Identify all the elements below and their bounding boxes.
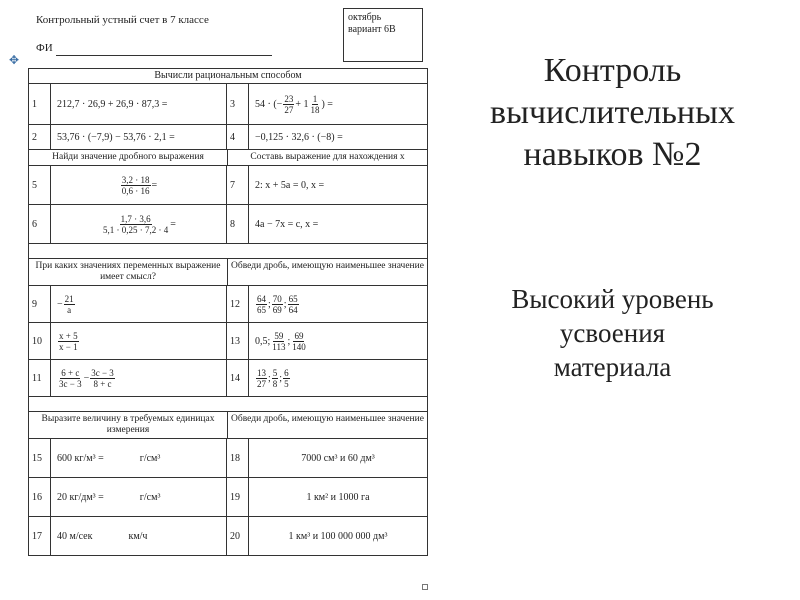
section-header: Обведи дробь, имеющую наименьшее значение <box>231 414 424 424</box>
fio-label: ФИ <box>36 42 53 54</box>
slide-title <box>440 50 785 176</box>
date-month: октябрь <box>348 12 382 23</box>
section-subheaders <box>29 412 427 439</box>
table-spacer <box>29 244 427 259</box>
table-row <box>29 478 427 517</box>
task-number: 9 <box>29 286 51 322</box>
fio-line <box>56 55 272 56</box>
task-expression: $\frac{6 + c}{3c - 3}$ − $\frac{3c - 3}{8 + c}$ <box>51 360 227 396</box>
slide-title-line: навыков №2 <box>523 136 702 173</box>
slide-subtitle-line: материала <box>553 352 672 382</box>
fraction: $\frac{23}{27}$ <box>284 93 294 115</box>
section-subheaders <box>29 259 427 286</box>
task-number: 5 <box>29 166 51 204</box>
section-units <box>29 412 427 556</box>
table-row <box>29 205 427 243</box>
section-header: Составь выражение для нахождения х <box>250 152 405 162</box>
task-number: 4 <box>227 125 249 149</box>
task-expression: 4a − 7x = c, x = <box>255 218 319 230</box>
task-number: 10 <box>29 323 51 359</box>
task-expression: 600 кг/м³ = г/см³ <box>51 439 227 477</box>
task-expression: 212,7 · 26,9 + 26,9 · 87,3 = <box>51 84 227 124</box>
section-rational <box>29 69 427 150</box>
task-number: 17 <box>29 517 51 555</box>
section-header: Найди значение дробного выражения <box>29 150 228 165</box>
task-number: 11 <box>29 360 51 396</box>
table-row <box>29 323 427 360</box>
slide-subtitle <box>440 282 785 384</box>
task-expression: $\frac{64}{65}$ ; $\frac{70}{69}$ ; $\frac{65}{64}$ <box>257 293 298 315</box>
task-expression: $\frac{1,7 \cdot 3,6}{5,1 \cdot 0,25 \cdot 7,2 \cdot 4}$ = <box>51 205 227 243</box>
task-number: 12 <box>227 286 249 322</box>
task-expression: − $\frac{21}{a}$ <box>51 286 227 322</box>
section-fractions <box>29 150 427 244</box>
task-number: 8 <box>227 205 249 243</box>
slide-title-line: вычислительных <box>490 94 735 131</box>
task-expression: 1 км³ и 100 000 000 дм³ <box>288 530 388 542</box>
task-number: 6 <box>29 205 51 243</box>
variant-label: вариант 6В <box>348 24 396 35</box>
task-number: 3 <box>227 84 249 124</box>
worksheet-title: Контрольный устный счет в 7 классе <box>36 14 209 26</box>
table-row <box>29 517 427 555</box>
table-move-icon[interactable]: ✥ <box>8 53 20 67</box>
task-number: 14 <box>227 360 249 396</box>
task-number: 15 <box>29 439 51 477</box>
date-box <box>343 8 423 62</box>
task-expression: 1 км² и 1000 га <box>306 491 370 503</box>
slide-title-line: Контроль <box>543 52 682 89</box>
task-number: 19 <box>227 478 249 516</box>
table-resize-handle[interactable] <box>422 584 428 590</box>
task-expression: 40 м/сек км/ч <box>51 517 227 555</box>
task-number: 16 <box>29 478 51 516</box>
task-expression: $\frac{3,2 \cdot 18}{0,6 \cdot 16}$ = <box>51 166 227 204</box>
task-number: 20 <box>227 517 249 555</box>
task-number: 18 <box>227 439 249 477</box>
table-row <box>29 439 427 478</box>
section-header: Вычисли рациональным способом <box>29 69 427 84</box>
fraction: $\frac{1}{18}$ <box>310 93 320 115</box>
slide-subtitle-line: усвоения <box>559 318 666 348</box>
table-row <box>29 286 427 323</box>
task-expression: 7000 см³ и 60 дм³ <box>301 452 375 464</box>
task-number: 2 <box>29 125 51 149</box>
worksheet-document <box>8 8 428 593</box>
table-row <box>29 360 427 396</box>
table-spacer <box>29 397 427 412</box>
task-expression: 20 кг/дм³ = г/см³ <box>51 478 227 516</box>
task-number: 7 <box>227 166 249 204</box>
task-expression: 2: x + 5a = 0, x = <box>255 179 325 191</box>
table-row <box>29 84 427 125</box>
section-subheaders <box>29 150 427 166</box>
task-expression: 53,76 · (−7,9) − 53,76 · 2,1 = <box>51 125 227 149</box>
task-expression: $\frac{x + 5}{x - 1}$ <box>51 323 227 359</box>
task-number: 13 <box>227 323 249 359</box>
section-header: Выразите величину в требуемых единицах измерения <box>29 412 228 438</box>
task-table <box>28 68 428 556</box>
task-expression: $\frac{13}{27}$ ; $\frac{5}{8}$ ; $\frac{6}{5}$ <box>257 367 289 389</box>
table-row <box>29 166 427 205</box>
section-header: При каких значениях переменных выражение имеет смысл? <box>29 259 228 285</box>
task-number: 1 <box>29 84 51 124</box>
table-row <box>29 125 427 149</box>
section-domain <box>29 259 427 397</box>
task-expression: −0,125 · 32,6 · (−8) = <box>255 131 343 143</box>
task-expression: 0,5; $\frac{59}{113}$ ; $\frac{69}{140}$ <box>255 330 306 352</box>
section-header: Обведи дробь, имеющую наименьшее значение <box>231 261 424 271</box>
task-expression: 54 · (− $\frac{23}{27}$ + 1 $\frac{1}{18}$ ) = <box>255 93 333 115</box>
slide-subtitle-line: Высокий уровень <box>511 284 714 314</box>
